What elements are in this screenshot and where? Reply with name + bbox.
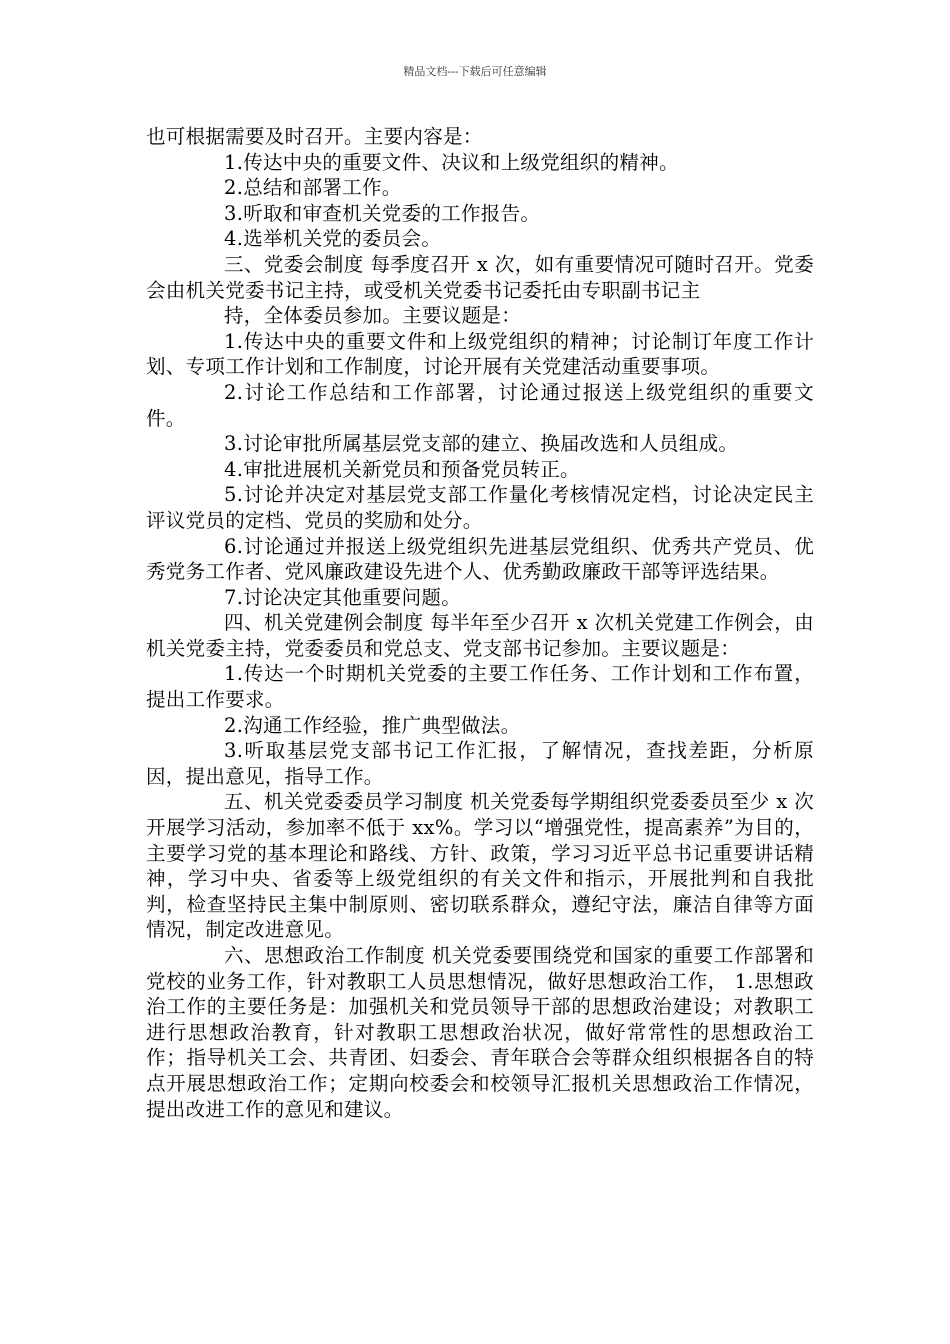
section-heading-paragraph: 三、党委会制度 每季度召开 x 次，如有重要情况可随时召开。党委会由机关党委书记主持，或受机关党委书记委托由专职副书记主 bbox=[146, 252, 814, 302]
paragraph: 持，全体委员参加。主要议题是： bbox=[224, 304, 522, 328]
section-heading-paragraph: 四、机关党建例会制度 每半年至少召开 x 次机关党建工作例会，由机关党委主持，党委委员和党总支、党支部书记参加。主要议题是： bbox=[146, 611, 814, 660]
paragraph: 5.讨论并决定对基层党支部工作量化考核情况定档，讨论决定民主评议党员的定档、党员的奖励和处分。 bbox=[146, 483, 814, 532]
paragraph: 4.审批进展机关新党员和预备党员转正。 bbox=[224, 457, 580, 481]
paragraph: 1.传达一个时期机关党委的主要工作任务、工作计划和工作布置，提出工作要求。 bbox=[146, 662, 814, 712]
paragraph: 7.讨论决定其他重要问题。 bbox=[224, 585, 462, 609]
page-header: 精品文档---下载后可任意编辑 bbox=[403, 65, 547, 78]
paragraph: 6.讨论通过并报送上级党组织先进基层党组织、优秀共产党员、优秀党务工作者、党风廉政建设先进个人、优秀勤政廉政干部等评选结果。 bbox=[146, 534, 814, 584]
paragraph: 2.总结和部署工作。 bbox=[224, 176, 402, 200]
section-heading-paragraph: 五、机关党委委员学习制度 机关党委每学期组织党委委员至少 x 次开展学习活动，参加率不低于 xx%。学习以“增强党性，提高素养”为目的，主要学习党的基本理论和路线、方针、政策，学习习近平总书记重要讲话精神，学习中央、省委等上级党组织的有关文件和指示，开展批判和自我批判，检查坚持民主集中制原则、密切联系群众，遵纪守法，廉洁自律等方面情况，制定改进意见。 bbox=[146, 790, 814, 942]
paragraph: 2.沟通工作经验，推广典型做法。 bbox=[224, 713, 521, 737]
document-body bbox=[146, 124, 814, 1122]
paragraph: 1.传达中央的重要文件和上级党组织的精神；讨论制订年度工作计划、专项工作计划和工作制度，讨论开展有关党建活动重要事项。 bbox=[146, 329, 814, 379]
section-heading-paragraph: 六、思想政治工作制度 机关党委要围绕党和国家的重要工作部署和党校的业务工作，针对教职工人员思想情况，做好思想政治工作， 1.思想政治工作的主要任务是：加强机关和党员领导干部的思想政治建设；对教职工进行思想政治教育，针对教职工思想政治状况，做好常常性的思想政治工作；指导机关工会、共青团、妇委会、青年联合会等群众组织根据各自的特点开展思想政治工作；定期向校委会和校领导汇报机关思想政治工作情况，提出改进工作的意见和建议。 bbox=[146, 944, 814, 1121]
paragraph: 3.听取和审查机关党委的工作报告。 bbox=[224, 201, 541, 225]
paragraph: 3.听取基层党支部书记工作汇报，了解情况，查找差距，分析原因，提出意见，指导工作。 bbox=[146, 739, 814, 788]
paragraph: 3.讨论审批所属基层党支部的建立、换届改选和人员组成。 bbox=[224, 432, 739, 456]
paragraph: 4.选举机关党的委员会。 bbox=[224, 227, 442, 251]
paragraph: 1.传达中央的重要文件、决议和上级党组织的精神。 bbox=[224, 150, 679, 174]
paragraph: 也可根据需要及时召开。主要内容是： bbox=[146, 125, 483, 148]
paragraph: 2.讨论工作总结和工作部署，讨论通过报送上级党组织的重要文件。 bbox=[146, 380, 814, 430]
